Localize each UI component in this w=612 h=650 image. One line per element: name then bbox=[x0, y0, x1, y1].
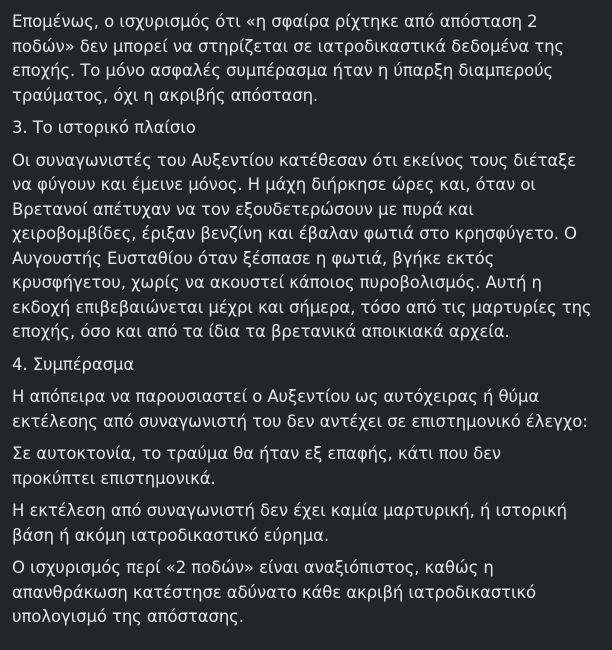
paragraph-conclusion-intro: Η απόπειρα να παρουσιαστεί ο Αυξεντίου ως αυτόχειρας ή θύμα εκτέλεσης από συναγωνιστή του δεν αντέχει σε επιστημονικό έλεγχο: bbox=[12, 387, 588, 431]
paragraph-distance-point: Ο ισχυρισμός περί «2 ποδών» είναι αναξιόπιστος, καθώς η απανθράκωση κατέστησε αδύνατο κάθε ακριβή ιατροδικαστικό υπολογισμό της απόστασης. bbox=[12, 558, 537, 626]
paragraph-execution-point: Η εκτέλεση από συναγωνιστή δεν έχει καμία μαρτυρική, ή ιστορική βάση ή ακόμη ιατροδικαστικό εύρημα. bbox=[12, 501, 567, 545]
section-heading-conclusion: 4. Συμπέρασμα bbox=[12, 354, 135, 374]
paragraph-suicide-point: Σε αυτοκτονία, το τραύμα θα ήταν εξ επαφής, κάτι που δεν προκύπτει επιστημονικά. bbox=[12, 444, 502, 488]
paragraph-historical-context: Οι συναγωνιστές του Αυξεντίου κατέθεσαν ότι εκείνος τους διέταξε να φύγουν και έμεινε μόνος. Η μάχη διήρκησε ώρες και, όταν οι Βρετανοί απέτυχαν να τον εξουδετερώσουν με πυρά και χειροβομβίδες, έριξαν βενζίνη και έβαλαν φωτιά στο κρησφύγετο. Ο Αυγουστής Ευσταθίου όταν ξέσπασε η φωτιά, βγήκε εκτός κρυσφήγετου, χωρίς να ακουστεί κάποιος πυροβολισμός. Αυτή η εκδοχή επιβεβαιώνεται μέχρι και σήμερα, τόσο από τις μαρτυρίες της εποχής, όσο και από τα ίδια τα βρετανικά αποικιακά αρχεία. bbox=[12, 150, 592, 341]
section-heading-historical-context: 3. Το ιστορικό πλαίσιο bbox=[12, 118, 196, 137]
paragraph-conclusion-distance: Επομένως, ο ισχυρισμός ότι «η σφαίρα ρίχτηκε από απόσταση 2 ποδών» δεν μπορεί να στηρίζεται σε ιατροδικαστικά δεδομένα της εποχής. Το μόνο ασφαλές συμπέρασμα ήταν η ύπαρξη διαμπερούς τραύματος, όχι η ακριβής απόσταση. bbox=[12, 12, 565, 105]
post-text bbox=[12, 10, 608, 638]
